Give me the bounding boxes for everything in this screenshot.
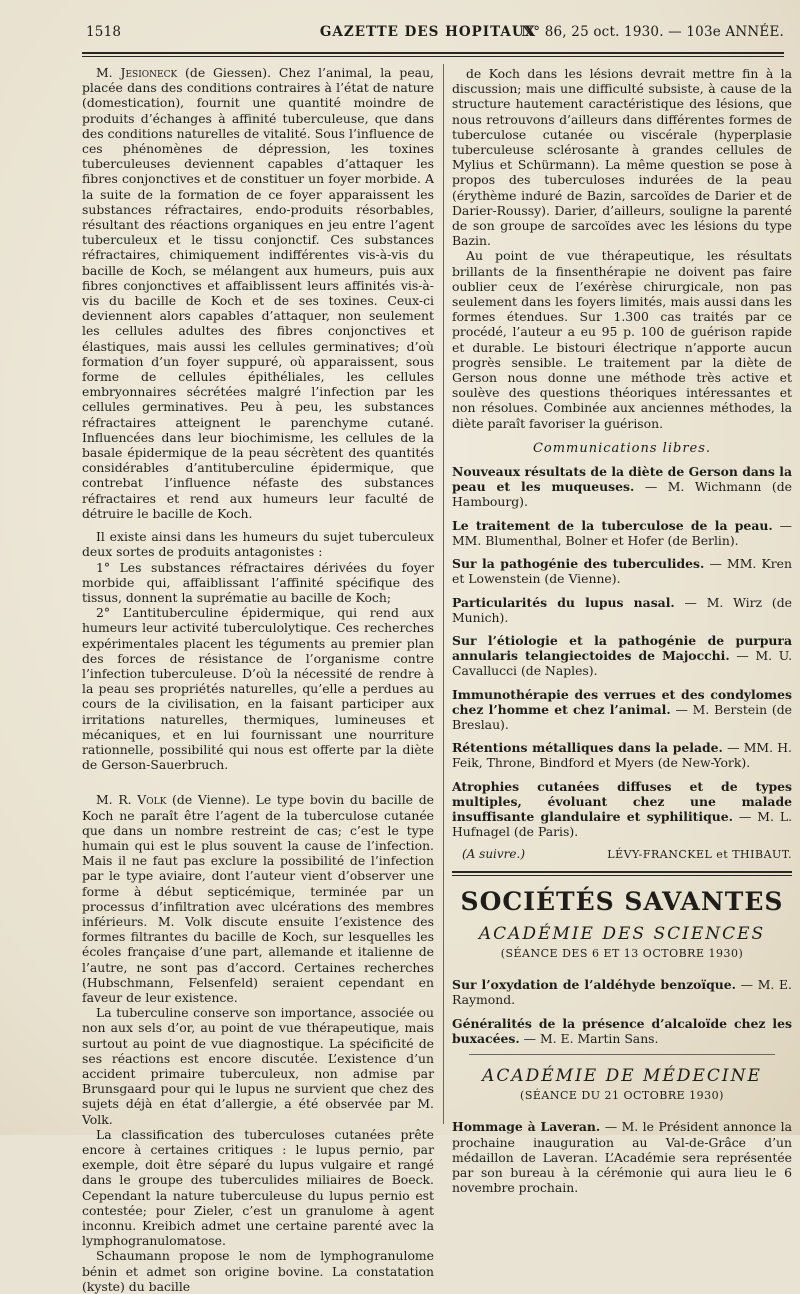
communication-title: Particularités du lupus nasal. <box>452 594 675 610</box>
communication-title: Nouveaux résultats de la diète de Gerson dans la peau et les muqueuses. <box>452 464 792 495</box>
communication-authors: — M. Wichmann (de Hambourg). <box>452 479 793 510</box>
issue-info: N° 86, 25 oct. 1930. — 103e ANNÉE. <box>521 24 784 40</box>
societes-savantes-title: SOCIÉTÉS SAVANTES <box>460 886 784 916</box>
communications-heading: Communications libres. <box>532 440 712 456</box>
paragraph: La classification des tuberculoses cutanées prête encore à certaines critiques : le lupus pernio, par exemple, doit être séparé du lupus vulgaire et rangé dans le groupe des tuberculides miliaires de Boeck. Cependant la nature tuberculeuse du lupus pernio est contestée; pour Zieler, c’est un granulome à agent inconnu. Kreibich admet une certaine parenté avec la lymphogranulomatose. <box>82 1126 434 1249</box>
communication-authors: — MM. Blumenthal, Bolner et Hofer (de Berlin). <box>452 517 792 548</box>
communication-title: Rétentions métalliques dans la pelade. <box>452 740 723 756</box>
paragraph-volk: M. R. Volk (de Vienne). Le type bovin du bacille de Koch ne paraît être l’agent de la tuberculose cutanée que dans un nombre restreint de cas; c’est le type humain qui est le plus souvent la cause de l’infection. Mais il ne faut pas exclure la possibilité de l’infection par le type aviaire, dont l’auteur vient d’observer une forme à début septicémique, terminée par un processus d’infiltration avec ulcérations des membres inférieurs. M. Volk discute ensuite l’existence des formes filtrantes du bacille de Koch, sur lesquelles les écoles française d’une part, allemande et italienne de l’autre, ne sont pas d’accord. Certaines recherches (Hubschmann, Felsenfeld) seraient cependant en faveur de leur existence. <box>82 792 434 1005</box>
communication-title: Atrophies cutanées diffuses et de types multiples, évoluant chez une malade insuffisante glandulaire et syphilitique. <box>452 778 792 824</box>
paragraph: 1° Les substances réfractaires dérivées du foyer morbide qui, affaiblissant l’affinité spécifique des tissus, donnent la suprématie au bacille de Koch; <box>82 559 434 605</box>
article-signature <box>462 847 792 862</box>
communication-item <box>452 977 792 1007</box>
communication-title: Généralités de la présence d’alcaloïde chez les buxacées. <box>452 1015 792 1046</box>
communication-authors: — M. E. Raymond. <box>452 977 792 1008</box>
paragraph: La tuberculine conserve son importance, associée ou non aux sels d’or, au point de vue thérapeutique, mais surtout au point de vue diagnostique. La spécificité de ses réactions est encore discutée. L’existence d’un accident primaire tuberculeux, non admise par Brunsgaard pour qui le lupus ne survient que chez des sujets déjà en état d’allergie, a été observée par M. Volk. <box>82 1005 434 1127</box>
communication-authors: — MM. Kren et Lowenstein (de Vienne). <box>452 556 792 587</box>
academie-medecine-title: ACADÉMIE DE MÉDECINE <box>482 1065 762 1086</box>
author-name: M. R. Volk <box>96 792 167 808</box>
seance-date: (SÉANCE DES 6 ET 13 OCTOBRE 1930) <box>500 946 744 960</box>
communication-item <box>452 595 792 625</box>
communication-title: Sur l’oxydation de l’aldéhyde benzoïque. <box>452 977 736 993</box>
academie-sciences-items <box>452 977 792 1046</box>
paragraph: de Koch dans les lésions devrait mettre fin à la discussion; mais une difficulté subsiste, à cause de la structure hautement caractéristique des lésions, que nous retrouvons d’ailleurs dans différentes formes de tuberculose cutanée ou viscérale (hyperplasie tuberculeuse sclérosante à grandes cellules de Mylius et Schürmann). La même question se pose à propos des tuberculoses indurées de la peau (érythème induré de Bazin, sarcoïdes de Darier et de Darier-Roussy). Darier, d’ailleurs, souligne la parenté de son groupe de sarcoïdes avec les lésions du type Bazin. <box>452 66 792 249</box>
section-rule <box>469 1054 775 1055</box>
to-be-continued: (A suivre.) <box>462 847 525 862</box>
academie-sciences-title: ACADÉMIE DES SCIENCES <box>478 923 766 944</box>
author-name: M. Jesioneck <box>96 65 178 80</box>
communication-item <box>452 1119 792 1195</box>
communication-item <box>452 633 792 679</box>
communication-text: — M. le Président annonce la prochaine inauguration au Val-de-Grâce d’un médaillon de Laveran. L’Académie sera représentée par son bureau à la cérémonie qui aura lieu le 6 novembre prochain. <box>452 1119 792 1196</box>
paragraph: Il existe ainsi dans les humeurs du sujet tuberculeux deux sortes de produits antagonistes : <box>82 529 434 560</box>
communication-authors: — MM. H. Feik, Throne, Bindford et Myers (de New-York). <box>452 740 793 771</box>
communication-authors: — M. L. Hufnagel (de Paris). <box>452 808 793 840</box>
page-header <box>72 24 784 46</box>
communication-title: Le traitement de la tuberculose de la peau. <box>452 517 773 533</box>
communication-item <box>452 740 792 770</box>
header-rule-thin <box>82 56 784 57</box>
communication-authors: — M. E. Martin Sans. <box>519 1030 659 1046</box>
communication-authors: — M. U. Cavallucci (de Naples). <box>452 648 793 679</box>
communication-authors: — M. Wirz (de Munich). <box>452 594 792 625</box>
paragraph: Schaumann propose le nom de lymphogranulome bénin et admet son origine bovine. La constatation (kyste) du bacille <box>82 1248 434 1294</box>
page-number: 1518 <box>86 24 122 40</box>
communication-item <box>452 779 792 840</box>
paragraph: Au point de vue thérapeutique, les résultats brillants de la finsenthérapie ne doivent pas faire oublier ceux de l’exérèse chirurgicale, non pas seulement dans les foyers limités, mais aussi dans les formes étendues. Sur 1.300 cas traités par ce procédé, l’auteur a eu 95 p. 100 de guérison rapide et durable. Le bistouri électrique n’apporte aucun progrès sensible. Le traitement par la diète de Gerson nous donne une méthode très active et soulève des questions théoriques intéressantes et non résolues. Combinée aux anciennes méthodes, la diète paraît favoriser la guérison. <box>452 248 792 431</box>
communication-title: Hommage à Laveran. <box>452 1119 601 1135</box>
journal-title: GAZETTE DES HOPITAUX <box>319 24 537 40</box>
authors-signature: LÉVY-FRANCKEL et THIBAUT. <box>607 848 792 862</box>
communication-item <box>452 464 792 510</box>
communication-item <box>452 556 792 586</box>
communication-item <box>452 518 792 548</box>
column-divider <box>443 64 444 1124</box>
header-rule <box>82 52 784 54</box>
communication-item <box>452 1016 792 1046</box>
communication-title: Immunothérapie des verrues et des condylomes chez l’homme et chez l’animal. <box>452 686 792 717</box>
section-rule-thin <box>452 875 792 876</box>
communications-list <box>452 464 792 839</box>
paragraph-jesioneck: M. Jesioneck (de Giessen). Chez l’animal, la peau, placée dans des conditions contraires à l’état de nature (domestication), fournit une quantité moindre de produits d’échanges à affinité tuberculeuse, que dans des conditions naturelles de vitalité. Sous l’influence de ces phénomènes de dépression, les toxines tuberculeuses deviennent capables d’attaquer les fibres conjonctives et de constituer un foyer morbide. A la suite de la formation de ce foyer apparaissent les substances réfractaires, endo-produits résorbables, résultant des réactions organiques en jeu entre l’agent tuberculeux et le tissu conjonctif. Ces substances réfractaires, chimiquement indifférentes vis-à-vis du bacille de Koch, se mélangent aux humeurs, puis aux fibres conjonctives et affaiblissent leurs affinités vis-à-vis du bacille de Koch et de ses toxines. Ceux-ci deviennent alors capables d’attaquer, non seulement les cellules adultes des fibres conjonctives et élastiques, mais aussi les cellules germinatives; d’où formation d’un foyer suppuré, où apparaissent, sous forme de cellules épithéliales, les cellules embryonnaires sécrétées malgré l’infection par les cellules germinatives. Peu à peu, les substances réfractaires atteignent le parenchyme cutané. Influencées dans leur biochimisme, les cellules de la basale épidermique de la peau sécrètent des quantités considérables d’antituberculine épidermique, que contrebat l’influence néfaste des substances réfractaires et rend aux humeurs leur faculté de détruire le bacille de Koch. <box>82 65 434 521</box>
communication-item <box>452 687 792 733</box>
seance-date: (SÉANCE DU 21 OCTOBRE 1930) <box>520 1089 724 1103</box>
paragraph: 2° L’antituberculine épidermique, qui rend aux humeurs leur activité tuberculolytique. Ces recherches expérimentales placent les téguments au premier plan des forces de résistance de l’organisme contre l’infection tuberculeuse. D’où la nécessité de rendre à la peau ses propriétés naturelles, qu’elle a perdues au cours de la civilisation, en la faisant participer aux irritations naturelles, thermiques, lumineuses et mécaniques, et en lui fournissant une nourriture rationnelle, possibilité qui nous est offerte par la diète de Gerson-Sauerbruch. <box>82 605 434 773</box>
left-column <box>82 65 434 1294</box>
communication-authors: — M. Berstein (de Breslau). <box>452 701 792 732</box>
section-rule <box>452 871 792 873</box>
communication-title: Sur l’étiologie et la pathogénie de purpura annularis telangiectoides de Majocchi. <box>452 632 792 664</box>
communication-title: Sur la pathogénie des tuberculides. <box>452 556 705 572</box>
right-column <box>452 66 792 1203</box>
